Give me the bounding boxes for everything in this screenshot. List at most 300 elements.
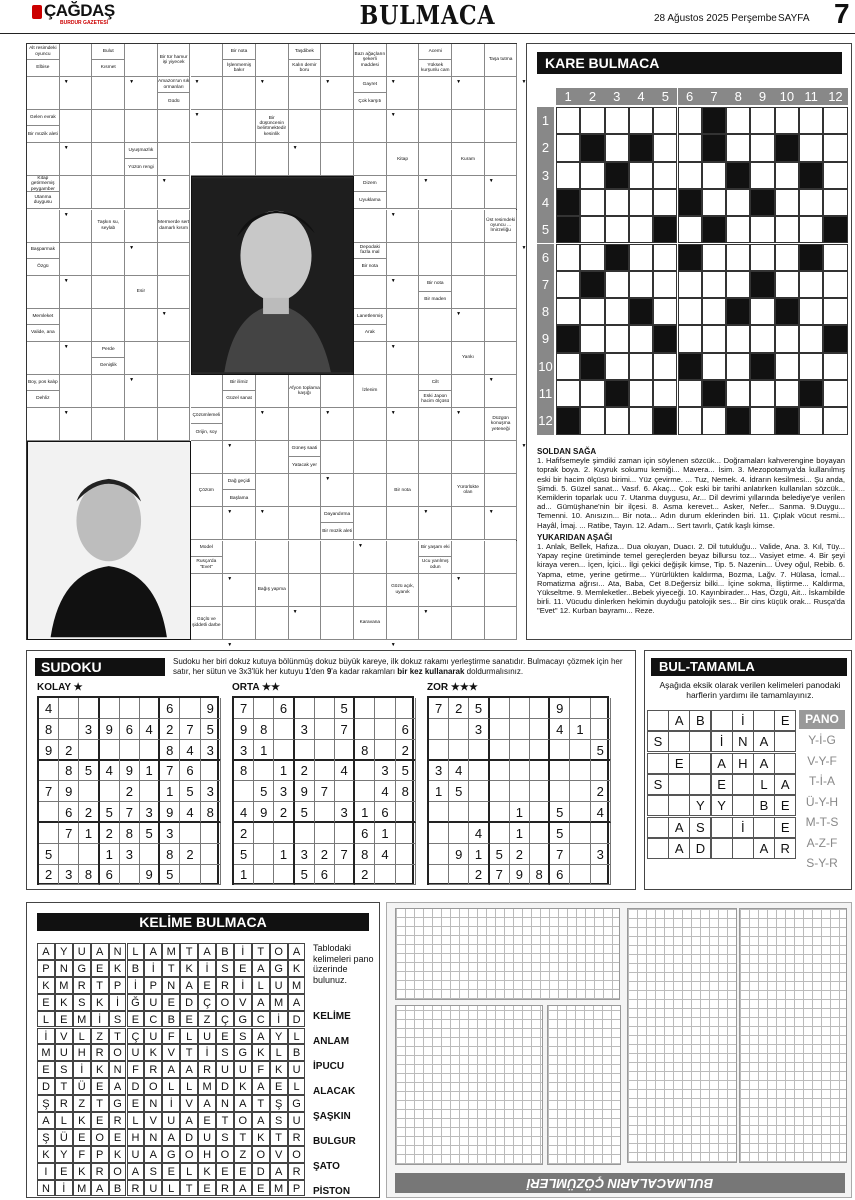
word-search-letter[interactable]: K: [109, 1146, 127, 1163]
kare-cell[interactable]: [726, 216, 750, 243]
crossword-cell[interactable]: [387, 607, 420, 640]
word-search-letter[interactable]: R: [216, 1180, 234, 1197]
kare-cell[interactable]: [653, 298, 677, 325]
crossword-cell[interactable]: [125, 176, 158, 209]
blank-letter-cell[interactable]: [732, 774, 754, 795]
sudoku-cell[interactable]: [140, 781, 160, 802]
word-search-letter[interactable]: L: [37, 1011, 55, 1028]
sudoku-cell[interactable]: [295, 698, 315, 719]
kare-cell[interactable]: [678, 325, 702, 352]
word-search-letter[interactable]: O: [109, 1163, 127, 1180]
sudoku-cell[interactable]: [429, 740, 449, 761]
word-search-letter[interactable]: T: [216, 1112, 234, 1129]
word-search-letter[interactable]: M: [288, 977, 306, 994]
kare-cell[interactable]: [580, 244, 604, 271]
word-search-letter[interactable]: İ: [198, 1044, 216, 1061]
sudoku-cell[interactable]: [530, 823, 550, 844]
sudoku-cell[interactable]: [469, 760, 489, 781]
crossword-cell[interactable]: [485, 276, 518, 309]
word-search-letter[interactable]: O: [216, 1146, 234, 1163]
word-search-letter[interactable]: R: [288, 1163, 306, 1180]
word-search-letter[interactable]: D: [216, 1078, 234, 1095]
word-search-letter[interactable]: K: [270, 1061, 288, 1078]
word-search-letter[interactable]: E: [37, 1061, 55, 1078]
kare-cell[interactable]: [823, 407, 847, 434]
word-search-letter[interactable]: İ: [162, 1095, 180, 1112]
sudoku-cell[interactable]: [396, 864, 416, 885]
crossword-cell[interactable]: [485, 110, 518, 143]
sudoku-cell[interactable]: [274, 864, 294, 885]
crossword-cell[interactable]: [387, 507, 420, 540]
sudoku-cell[interactable]: [295, 823, 315, 844]
word-search-letter[interactable]: T: [55, 1078, 73, 1095]
word-search-letter[interactable]: Z: [91, 1028, 109, 1045]
kare-cell[interactable]: [823, 271, 847, 298]
word-search-letter[interactable]: F: [162, 1028, 180, 1045]
crossword-cell[interactable]: [60, 44, 93, 77]
word-search-letter[interactable]: E: [198, 1180, 216, 1197]
word-search-letter[interactable]: G: [162, 1146, 180, 1163]
sudoku-cell[interactable]: [570, 802, 590, 823]
sudoku-cell[interactable]: [570, 740, 590, 761]
sudoku-cell[interactable]: [375, 719, 395, 740]
crossword-cell[interactable]: [419, 309, 452, 342]
word-search-letter[interactable]: N: [109, 943, 127, 960]
crossword-cell[interactable]: [256, 607, 289, 640]
kare-cell[interactable]: [605, 134, 629, 161]
crossword-cell[interactable]: [125, 110, 158, 143]
sudoku-cell[interactable]: [591, 760, 611, 781]
word-search-letter[interactable]: G: [109, 1095, 127, 1112]
kare-cell[interactable]: [823, 134, 847, 161]
kare-cell[interactable]: [823, 189, 847, 216]
sudoku-cell[interactable]: [120, 698, 140, 719]
kare-cell[interactable]: [750, 134, 774, 161]
crossword-cell[interactable]: [92, 176, 125, 209]
crossword-cell[interactable]: [452, 607, 485, 640]
sudoku-cell[interactable]: [510, 740, 530, 761]
kare-cell[interactable]: [823, 107, 847, 134]
crossword-cell[interactable]: [92, 243, 125, 276]
crossword-cell[interactable]: [354, 441, 387, 474]
word-search-letter[interactable]: O: [234, 1112, 252, 1129]
word-search-letter[interactable]: L: [252, 977, 270, 994]
sudoku-cell[interactable]: [274, 740, 294, 761]
crossword-cell[interactable]: [27, 408, 60, 441]
crossword-cell[interactable]: [92, 408, 125, 441]
sudoku-cell[interactable]: [490, 719, 510, 740]
word-search-letter[interactable]: M: [270, 1180, 288, 1197]
word-search-letter[interactable]: A: [91, 1180, 109, 1197]
kare-cell[interactable]: [702, 325, 726, 352]
sudoku-cell[interactable]: [59, 844, 79, 865]
crossword-cell[interactable]: [452, 110, 485, 143]
kare-cell[interactable]: [799, 189, 823, 216]
blank-letter-cell[interactable]: [668, 795, 690, 816]
crossword-cell[interactable]: [452, 507, 485, 540]
sudoku-cell[interactable]: [530, 781, 550, 802]
word-search-letter[interactable]: N: [144, 1095, 162, 1112]
crossword-cell[interactable]: [485, 574, 518, 607]
kare-cell[interactable]: [799, 325, 823, 352]
word-search-letter[interactable]: D: [127, 1078, 145, 1095]
word-search-letter[interactable]: Z: [73, 1095, 91, 1112]
crossword-cell[interactable]: [27, 342, 60, 375]
word-search-letter[interactable]: U: [55, 1044, 73, 1061]
crossword-cell[interactable]: [125, 210, 158, 243]
word-search-letter[interactable]: A: [288, 943, 306, 960]
word-search-letter[interactable]: K: [55, 994, 73, 1011]
kare-cell[interactable]: [653, 271, 677, 298]
sudoku-cell[interactable]: [315, 698, 335, 719]
blank-letter-cell[interactable]: [732, 795, 754, 816]
word-search-letter[interactable]: Ç: [216, 1011, 234, 1028]
word-search-letter[interactable]: A: [162, 1061, 180, 1078]
word-search-letter[interactable]: R: [127, 1180, 145, 1197]
crossword-cell[interactable]: [452, 375, 485, 408]
word-search-letter[interactable]: A: [252, 1078, 270, 1095]
sudoku-cell[interactable]: [295, 740, 315, 761]
kare-cell[interactable]: [799, 298, 823, 325]
crossword-cell[interactable]: [354, 276, 387, 309]
crossword-cell[interactable]: [452, 441, 485, 474]
kare-cell[interactable]: [605, 107, 629, 134]
sudoku-cell[interactable]: [429, 802, 449, 823]
crossword-cell[interactable]: [452, 541, 485, 574]
word-search-letter[interactable]: K: [252, 1129, 270, 1146]
crossword-cell[interactable]: [125, 44, 158, 77]
word-search-letter[interactable]: L: [127, 943, 145, 960]
crossword-cell[interactable]: [485, 441, 518, 474]
crossword-cell[interactable]: [452, 243, 485, 276]
crossword-cell[interactable]: [27, 77, 60, 110]
sudoku-cell[interactable]: [570, 760, 590, 781]
crossword-cell[interactable]: [321, 44, 354, 77]
word-search-letter[interactable]: U: [270, 977, 288, 994]
sudoku-cell[interactable]: [530, 719, 550, 740]
sudoku-cell[interactable]: [315, 719, 335, 740]
kare-cell[interactable]: [823, 298, 847, 325]
word-search-letter[interactable]: E: [252, 1180, 270, 1197]
word-search-letter[interactable]: K: [37, 977, 55, 994]
crossword-cell[interactable]: [419, 243, 452, 276]
word-search-letter[interactable]: S: [55, 1061, 73, 1078]
crossword-cell[interactable]: [321, 375, 354, 408]
sudoku-cell[interactable]: [396, 823, 416, 844]
word-search-letter[interactable]: T: [252, 1095, 270, 1112]
crossword-cell[interactable]: [92, 143, 125, 176]
word-search-letter[interactable]: E: [37, 994, 55, 1011]
word-search-letter[interactable]: Ç: [198, 994, 216, 1011]
word-search-letter[interactable]: H: [73, 1044, 91, 1061]
kare-cell[interactable]: [726, 107, 750, 134]
sudoku-cell[interactable]: [355, 698, 375, 719]
kare-cell[interactable]: [799, 407, 823, 434]
kare-cell[interactable]: [629, 189, 653, 216]
crossword-cell[interactable]: [419, 110, 452, 143]
word-search-letter[interactable]: E: [180, 1011, 198, 1028]
word-search-letter[interactable]: N: [162, 977, 180, 994]
word-search-letter[interactable]: S: [109, 1011, 127, 1028]
word-search-letter[interactable]: I: [37, 1163, 55, 1180]
crossword-cell[interactable]: [485, 77, 518, 110]
word-search-letter[interactable]: V: [270, 1146, 288, 1163]
word-search-letter[interactable]: O: [144, 1078, 162, 1095]
crossword-cell[interactable]: [354, 342, 387, 375]
blank-letter-cell[interactable]: [689, 753, 711, 774]
kare-cell[interactable]: [629, 271, 653, 298]
kare-cell[interactable]: [775, 380, 799, 407]
crossword-cell[interactable]: [419, 77, 452, 110]
sudoku-cell[interactable]: [510, 760, 530, 781]
word-search-letter[interactable]: E: [73, 1129, 91, 1146]
sudoku-cell[interactable]: [490, 802, 510, 823]
sudoku-cell[interactable]: [510, 719, 530, 740]
word-search-letter[interactable]: A: [252, 960, 270, 977]
crossword-cell[interactable]: [191, 507, 224, 540]
kare-cell[interactable]: [580, 107, 604, 134]
sudoku-cell[interactable]: [254, 698, 274, 719]
crossword-cell[interactable]: [387, 541, 420, 574]
kare-cell[interactable]: [726, 244, 750, 271]
sudoku-cell[interactable]: [449, 823, 469, 844]
word-search-letter[interactable]: S: [234, 1028, 252, 1045]
kare-cell[interactable]: [556, 244, 580, 271]
word-search-letter[interactable]: O: [270, 943, 288, 960]
sudoku-cell[interactable]: [570, 864, 590, 885]
crossword-cell[interactable]: [354, 143, 387, 176]
crossword-cell[interactable]: [289, 110, 322, 143]
kare-cell[interactable]: [678, 107, 702, 134]
word-search-letter[interactable]: V: [162, 1044, 180, 1061]
word-search-letter[interactable]: A: [180, 1112, 198, 1129]
blank-letter-cell[interactable]: [689, 774, 711, 795]
kare-cell[interactable]: [678, 271, 702, 298]
crossword-cell[interactable]: [485, 541, 518, 574]
crossword-cell[interactable]: [387, 243, 420, 276]
word-search-letter[interactable]: İ: [144, 960, 162, 977]
word-search-letter[interactable]: T: [180, 943, 198, 960]
word-search-letter[interactable]: A: [180, 1061, 198, 1078]
sudoku-cell[interactable]: [140, 698, 160, 719]
crossword-cell[interactable]: [321, 541, 354, 574]
word-search-letter[interactable]: K: [91, 994, 109, 1011]
word-search-letter[interactable]: İ: [234, 943, 252, 960]
word-search-letter[interactable]: T: [180, 1044, 198, 1061]
word-search-letter[interactable]: B: [216, 943, 234, 960]
kare-cell[interactable]: [653, 353, 677, 380]
sudoku-cell[interactable]: [180, 823, 200, 844]
word-search-letter[interactable]: E: [198, 1112, 216, 1129]
word-search-letter[interactable]: L: [270, 1044, 288, 1061]
word-search-letter[interactable]: İ: [73, 1061, 91, 1078]
blank-letter-cell[interactable]: [753, 817, 775, 838]
blank-letter-cell[interactable]: [668, 774, 690, 795]
kare-cell[interactable]: [726, 189, 750, 216]
blank-letter-cell[interactable]: [647, 838, 669, 859]
kare-cell[interactable]: [556, 380, 580, 407]
word-search-letter[interactable]: Ş: [270, 1095, 288, 1112]
sudoku-cell[interactable]: [550, 760, 570, 781]
word-search-letter[interactable]: K: [144, 1044, 162, 1061]
blank-letter-cell[interactable]: [668, 731, 690, 752]
word-search-letter[interactable]: İ: [91, 1011, 109, 1028]
crossword-cell[interactable]: [158, 375, 191, 408]
crossword-cell[interactable]: [321, 110, 354, 143]
word-search-letter[interactable]: Ü: [73, 1078, 91, 1095]
word-search-letter[interactable]: A: [180, 977, 198, 994]
word-search-letter[interactable]: U: [198, 1028, 216, 1045]
kare-cell[interactable]: [750, 162, 774, 189]
word-search-letter[interactable]: M: [73, 1011, 91, 1028]
word-search-letter[interactable]: A: [144, 943, 162, 960]
sudoku-cell[interactable]: [315, 823, 335, 844]
crossword-cell[interactable]: [485, 342, 518, 375]
word-search-letter[interactable]: K: [73, 1112, 91, 1129]
kare-cell[interactable]: [750, 107, 774, 134]
kare-cell[interactable]: [775, 325, 799, 352]
word-search-letter[interactable]: A: [144, 1146, 162, 1163]
sudoku-cell[interactable]: [100, 740, 120, 761]
word-search-letter[interactable]: T: [270, 1129, 288, 1146]
word-search-letter[interactable]: F: [73, 1146, 91, 1163]
kare-cell[interactable]: [629, 325, 653, 352]
word-search-letter[interactable]: U: [288, 1112, 306, 1129]
crossword-cell[interactable]: [289, 408, 322, 441]
kare-cell[interactable]: [605, 216, 629, 243]
sudoku-cell[interactable]: [201, 823, 221, 844]
kare-cell[interactable]: [823, 162, 847, 189]
word-search-letter[interactable]: Ü: [55, 1129, 73, 1146]
kare-cell[interactable]: [653, 107, 677, 134]
crossword-cell[interactable]: [191, 143, 224, 176]
kare-cell[interactable]: [556, 134, 580, 161]
crossword-cell[interactable]: [321, 441, 354, 474]
word-search-letter[interactable]: U: [216, 1061, 234, 1078]
word-search-letter[interactable]: K: [73, 1163, 91, 1180]
word-search-letter[interactable]: R: [91, 1163, 109, 1180]
kare-cell[interactable]: [605, 189, 629, 216]
word-search-letter[interactable]: G: [270, 960, 288, 977]
kare-cell[interactable]: [678, 380, 702, 407]
word-search-letter[interactable]: P: [91, 1146, 109, 1163]
sudoku-cell[interactable]: [100, 781, 120, 802]
word-search-letter[interactable]: N: [37, 1180, 55, 1197]
sudoku-cell[interactable]: [490, 760, 510, 781]
crossword-cell[interactable]: [321, 607, 354, 640]
crossword-cell[interactable]: [158, 342, 191, 375]
word-search-letter[interactable]: V: [180, 1095, 198, 1112]
word-search-letter[interactable]: K: [234, 1078, 252, 1095]
crossword-cell[interactable]: [256, 143, 289, 176]
word-search-letter[interactable]: G: [234, 1044, 252, 1061]
word-search-letter[interactable]: A: [109, 1078, 127, 1095]
word-search-letter[interactable]: E: [91, 1078, 109, 1095]
kare-cell[interactable]: [726, 353, 750, 380]
blank-letter-cell[interactable]: [647, 753, 669, 774]
kare-cell[interactable]: [556, 107, 580, 134]
kare-cell[interactable]: [750, 380, 774, 407]
kare-cell[interactable]: [556, 162, 580, 189]
word-search-letter[interactable]: R: [73, 977, 91, 994]
blank-letter-cell[interactable]: [647, 817, 669, 838]
sudoku-cell[interactable]: [375, 864, 395, 885]
crossword-cell[interactable]: [419, 143, 452, 176]
word-search-letter[interactable]: E: [55, 1011, 73, 1028]
crossword-cell[interactable]: [158, 276, 191, 309]
kare-cell[interactable]: [775, 244, 799, 271]
kare-cell[interactable]: [750, 325, 774, 352]
word-search-letter[interactable]: C: [144, 1011, 162, 1028]
blank-letter-cell[interactable]: [711, 817, 733, 838]
crossword-cell[interactable]: [485, 309, 518, 342]
word-search-letter[interactable]: V: [234, 994, 252, 1011]
kare-cell[interactable]: [799, 271, 823, 298]
kare-cell[interactable]: [580, 407, 604, 434]
crossword-cell[interactable]: [191, 375, 224, 408]
crossword-cell[interactable]: [354, 210, 387, 243]
sudoku-cell[interactable]: [591, 719, 611, 740]
kare-cell[interactable]: [823, 380, 847, 407]
crossword-cell[interactable]: [223, 607, 256, 640]
sudoku-cell[interactable]: [396, 844, 416, 865]
word-search-letter[interactable]: H: [127, 1129, 145, 1146]
kare-cell[interactable]: [556, 298, 580, 325]
word-search-letter[interactable]: L: [162, 1078, 180, 1095]
sudoku-cell[interactable]: [510, 781, 530, 802]
crossword-cell[interactable]: [125, 309, 158, 342]
word-search-letter[interactable]: N: [216, 1095, 234, 1112]
kare-cell[interactable]: [605, 325, 629, 352]
word-search-letter[interactable]: A: [234, 1095, 252, 1112]
word-search-letter[interactable]: R: [288, 1129, 306, 1146]
sudoku-cell[interactable]: [591, 698, 611, 719]
kare-cell[interactable]: [750, 244, 774, 271]
crossword-cell[interactable]: [158, 408, 191, 441]
kare-cell[interactable]: [702, 353, 726, 380]
sudoku-cell[interactable]: [469, 802, 489, 823]
sudoku-cell[interactable]: [550, 781, 570, 802]
kare-cell[interactable]: [629, 162, 653, 189]
blank-letter-cell[interactable]: [689, 731, 711, 752]
word-search-letter[interactable]: E: [55, 1163, 73, 1180]
kare-cell[interactable]: [629, 380, 653, 407]
word-search-letter[interactable]: U: [144, 1028, 162, 1045]
sudoku-cell[interactable]: [570, 781, 590, 802]
crossword-cell[interactable]: [158, 143, 191, 176]
sudoku-cell[interactable]: [201, 864, 221, 885]
kare-cell[interactable]: [556, 271, 580, 298]
word-search-letter[interactable]: T: [91, 977, 109, 994]
word-search-letter[interactable]: L: [180, 1078, 198, 1095]
sudoku-cell[interactable]: [201, 844, 221, 865]
sudoku-cell[interactable]: [315, 740, 335, 761]
crossword-cell[interactable]: [191, 44, 224, 77]
kare-cell[interactable]: [580, 298, 604, 325]
word-search-letter[interactable]: D: [252, 1163, 270, 1180]
word-search-letter[interactable]: L: [180, 1028, 198, 1045]
crossword-cell[interactable]: [125, 342, 158, 375]
word-search-letter[interactable]: R: [91, 1044, 109, 1061]
sudoku-cell[interactable]: [254, 844, 274, 865]
crossword-cell[interactable]: [92, 375, 125, 408]
crossword-cell[interactable]: [60, 375, 93, 408]
kare-cell[interactable]: [775, 162, 799, 189]
word-search-letter[interactable]: Ş: [37, 1129, 55, 1146]
word-search-letter[interactable]: İ: [37, 1028, 55, 1045]
blank-letter-cell[interactable]: [732, 838, 754, 859]
word-search-letter[interactable]: B: [288, 1044, 306, 1061]
